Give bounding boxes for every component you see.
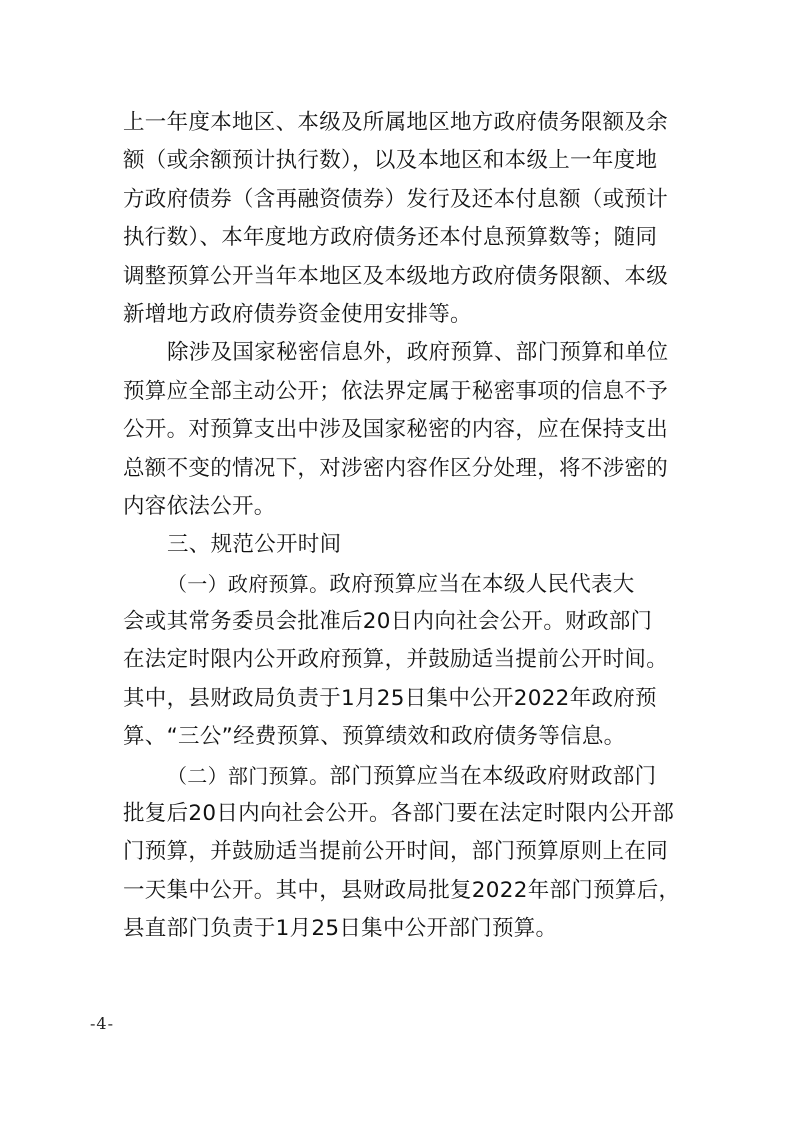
text-line: 额（或余额预计执行数），以及本地区和本级上一年度地 bbox=[123, 148, 658, 174]
text-line: 内容依法公开。 bbox=[123, 493, 276, 519]
text-line: 会或其常务委员会批准后20日内向社会公开。财政部门 bbox=[123, 609, 653, 635]
text-line: 一天集中公开。其中，县财政局批复2022年部门预算后， bbox=[123, 877, 681, 903]
text-line: 批复后20日内向社会公开。各部门要在法定时限内公开部 bbox=[123, 801, 675, 827]
document-body bbox=[123, 104, 681, 949]
text-line: 公开。对预算支出中涉及国家秘密的内容，应在保持支出 bbox=[123, 417, 669, 443]
page-number: -4- bbox=[90, 1014, 114, 1033]
text-line: 县直部门负责于1月25日集中公开部门预算。 bbox=[123, 916, 558, 942]
section-heading: 三、规范公开时间 bbox=[167, 532, 342, 558]
text-line: 调整预算公开当年本地区及本级地方政府债务限额、本级 bbox=[123, 263, 669, 289]
subsection-label: （一）政府预算。 bbox=[167, 571, 330, 596]
text-line: 其中，县财政局负责于1月25日集中公开2022年政府预 bbox=[123, 685, 657, 711]
text-line: 预算应全部主动公开；依法界定属于秘密事项的信息不予 bbox=[123, 378, 669, 404]
text-line: 总额不变的情况下，对涉密内容作区分处理，将不涉密的 bbox=[123, 455, 669, 481]
paragraph-secrecy bbox=[123, 334, 671, 526]
text-line: 在法定时限内公开政府预算，并鼓励适当提前公开时间。 bbox=[123, 647, 669, 673]
text-line: 方政府债券（含再融资债券）发行及还本付息额（或预计 bbox=[123, 186, 669, 212]
text-line: 除涉及国家秘密信息外，政府预算、部门预算和单位 bbox=[167, 340, 669, 366]
paragraph-department-budget bbox=[123, 757, 681, 949]
text-span: 政府预算应当在本级人民代表大 bbox=[329, 571, 635, 597]
text-span: 部门预算应当在本级政府财政部门 bbox=[329, 763, 657, 789]
text-line: 门预算，并鼓励适当提前公开时间，部门预算原则上在同 bbox=[123, 839, 669, 865]
text-line bbox=[123, 565, 671, 603]
text-line: 上一年度本地区、本级及所属地区地方政府债务限额及余 bbox=[123, 110, 669, 135]
text-line: 执行数）、本年度地方政府债务还本付息预算数等；随同 bbox=[123, 225, 658, 251]
text-line: 新增地方政府债券资金使用安排等。 bbox=[123, 301, 472, 327]
subsection-label: （二）部门预算。 bbox=[167, 763, 330, 788]
paragraph-government-budget bbox=[123, 565, 671, 757]
paragraph-debt-disclosure bbox=[123, 104, 671, 334]
text-line: 算、“三公”经费预算、预算绩效和政府债务等信息。 bbox=[123, 724, 626, 750]
text-line bbox=[123, 757, 671, 795]
